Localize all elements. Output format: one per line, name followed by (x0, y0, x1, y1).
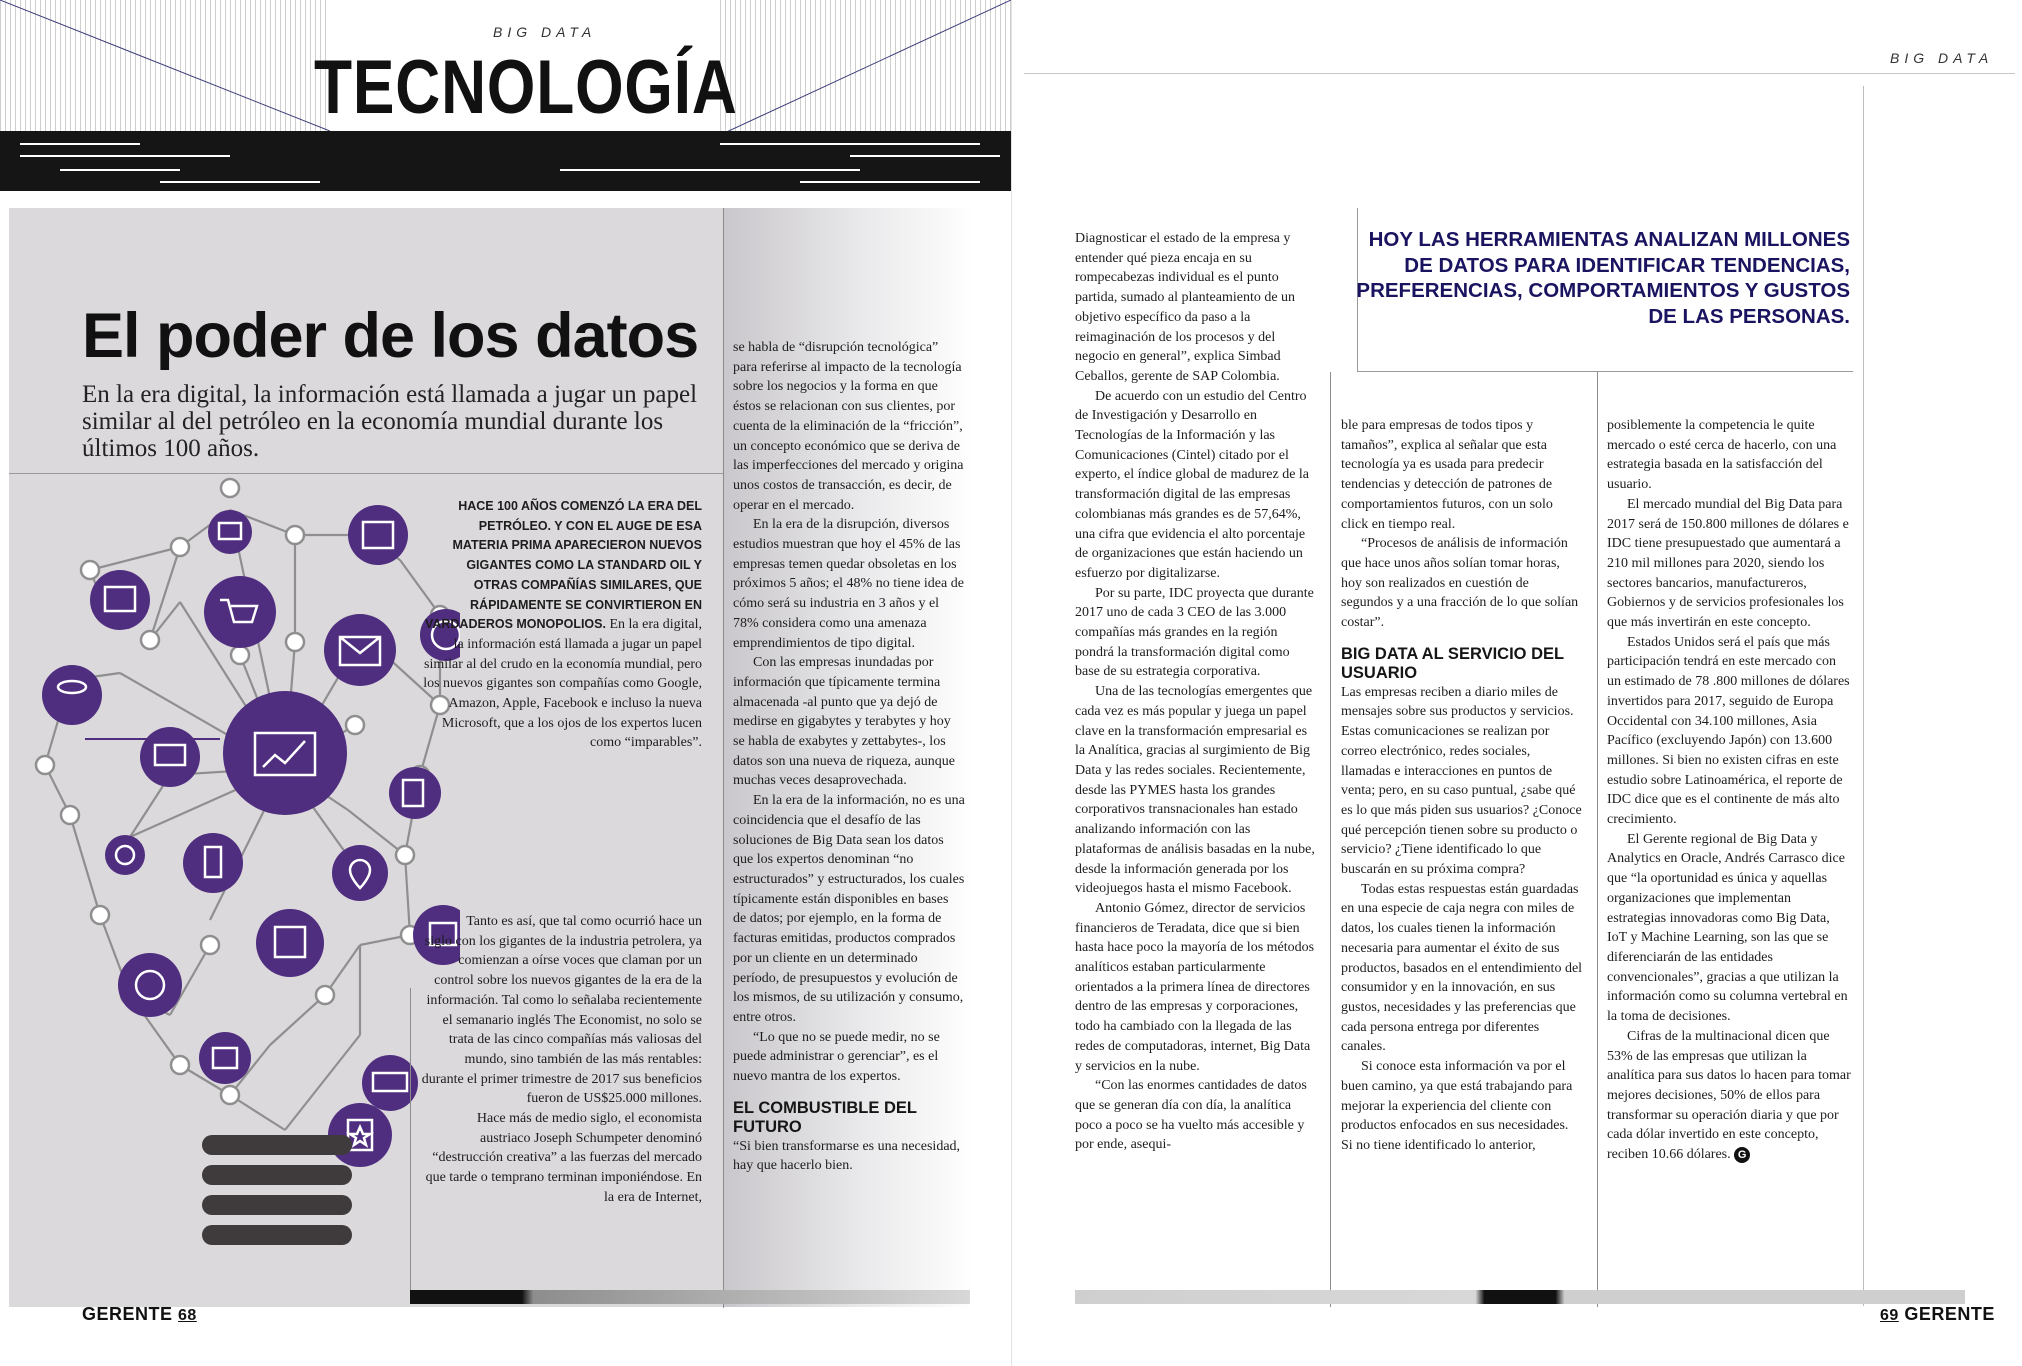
top-rule (1024, 73, 2015, 74)
paragraph: Una de las tecnologías emergentes que cada vez es más popular y juega un papel clave en la transformación empresarial es la Analítica, gracias al surgimiento de Big Data y las redes sociales. Recientemente, desde las PYMES hasta los grandes corporativos transnacionales han estado analizando información con las plataformas de análisis basadas en la nube, desde la información generada por los videojuegos hasta el mismo Facebook. (1075, 684, 1315, 897)
folio (82, 1304, 197, 1325)
page-number: 69 (1880, 1307, 1899, 1324)
paragraph: Con las empresas inundadas por información que típicamente termina almacenada -al punto que ya dejó de medirse en gigabytes y terabytes y hoy se habla de exabytes y zettabytes-, los datos son una nueva de riqueza, aunque muchas veces desaprovechada. (733, 655, 955, 789)
magazine-name: GERENTE (82, 1304, 173, 1324)
paragraph-text: Cifras de la multinacional dicen que 53% de las empresas que utilizan la analítica para sus datos lo hacen para tomar mejores decisiones, 50% de ellos para transformar su operación diaria y que por cada dólar invertido en este concepto, reciben 10.66 dólares. (1607, 1028, 1851, 1163)
paragraph: “Lo que no se puede medir, no se puede administrar o gerenciar”, es el nuevo mantra de los expertos. (733, 1029, 940, 1085)
deck-rule (9, 473, 723, 474)
paragraph: “Si bien transformarse es una necesidad, hay que hacerlo bien. (733, 1138, 961, 1174)
paragraph: “Procesos de análisis de información que hace unos años solían tomar horas, hoy son realizados en cuestión de segundos y a una fracción de lo que solían costar”. (1341, 536, 1579, 631)
footer-bar (410, 1290, 970, 1304)
folio (1880, 1304, 1995, 1325)
paragraph: ble para empresas de todos tipos y tamaños”, explica al señalar que esta tecnología ya es usada para predecir tendencias y detección de patrones de comportamientos futuros, con un solo click en tiempo real. (1341, 418, 1553, 532)
column-rule (1597, 372, 1598, 1307)
paragraph: Todas estas respuestas están guardadas en una especie de caja negra con miles de datos, los cuales tienen la información necesaria para aumentar el éxito de sus productos, basados en el entendimiento del consumidor y en la innovación, en sus gustos, necesidades y las preferencias que cada persona entrega por diferentes canales. (1341, 881, 1583, 1055)
pullquote-rule (1357, 371, 1853, 372)
paragraph: Diagnosticar el estado de la empresa y entender qué pieza encaja en su rompecabezas individual es el punto partida, sumado al planteamiento de un objetivo específico da paso a la reimaginación de los procesos y del negocio en general”, explica Simbad Ceballos, gerente de SAP Colombia. (1075, 231, 1296, 384)
right-column-3 (1607, 416, 1853, 1165)
column-rule (1330, 372, 1331, 1307)
column-rule (410, 988, 411, 1301)
lead-paragraph-rest: En la era digital, la información está llamada a jugar un papel similar al del crudo en la economía mundial, pero los nuevos gigantes son compañías como Google, Amazon, Apple, Facebook e incluso la nueva Microsoft, que a los ojos de los expertos lucen como “imparables”. (423, 617, 702, 751)
left-column-1-continued (420, 912, 702, 1208)
left-column-2 (733, 338, 965, 1176)
article-headline: El poder de los datos (82, 301, 699, 371)
subhead-usuario: BIG DATA AL SERVICIO DEL USUARIO (1341, 644, 1564, 682)
column-rule (723, 208, 724, 1308)
page-number: 68 (178, 1307, 197, 1324)
paragraph: El Gerente regional de Big Data y Analytics en Oracle, Andrés Carrasco dice que “la oportunidad es única y aquellas organizaciones que implementan estrategias innovadoras como Big Data, IoT y Machine Learning, son las que se diferenciarán de las entidades convencionales”, gracias a que utilizan la información como su columna vertebral en la toma de decisiones. (1607, 831, 1848, 1025)
magazine-name: GERENTE (1904, 1304, 1995, 1324)
kicker: BIG DATA (493, 24, 597, 40)
header-bar (0, 131, 1011, 191)
subhead-combustible: EL COMBUSTIBLE DEL FUTURO (733, 1098, 917, 1136)
pullquote: HOY LAS HERRAMIENTAS ANALIZAN MILLONES DE DATOS PARA IDENTIFICAR TENDENCIAS, PREFERENCIAS, COMPORTAMIENTOS Y GUSTOS DE LAS PERSONAS. (1356, 228, 1850, 328)
article-deck: En la era digital, la información está llamada a jugar un papel similar al del petróleo en la economía mundial durante los últimos 100 años. (82, 381, 698, 462)
section-title: TECNOLOGÍA (314, 45, 738, 130)
network-illustration (30, 475, 460, 1255)
left-column-1 (420, 497, 702, 753)
paragraph: posiblemente la competencia le quite mercado o esté cerca de hacerlo, con una estrategia basada en la satisfacción del usuario. (1607, 418, 1837, 493)
paragraph: Por su parte, IDC proyecta que durante 2017 uno de cada 3 CEO de las 3.000 compañías más grandes en la región pondrá la transformación digital como base de su estrategia corporativa. (1075, 585, 1314, 680)
paragraph: El mercado mundial del Big Data para 2017 será de 150.800 millones de dólares e IDC tiene presupuestado que aumentará a 210 mil millones para 2020, siendo los sectores bancarios, manufactureros, Gobiernos y de servicios profesionales los que más invertirán en este concepto. (1607, 496, 1849, 631)
paragraph: En la era de la información, no es una coincidencia que el desafío de las soluciones de Big Data sean los datos que los expertos denominan “no estructurados” y estructurados, los cuales típicamente están disponibles en bases de datos; por ejemplo, en la forma de facturas emitidas, productos comprados por un cliente en un determinado período, de presupuestos y evolución de los mismos, de su utilización y consumo, entre otros. (733, 793, 965, 1025)
paragraph: “Con las enormes cantidades de datos que se generan día con día, la analítica poco a poco se ha vuelto más accesible y por ende, asequi- (1075, 1078, 1307, 1153)
paragraph: De acuerdo con un estudio del Centro de Investigación y Desarrollo en Tecnologías de la Información y las Comunicaciones (Cintel) citado por el experto, el índice global de madurez de la transformación digital de las empresas colombianas más grandes es de 57,64%, una cifra que evidencia el alto porcentaje de organizaciones que están haciendo un esfuerzo por digitalizarse. (1075, 388, 1310, 581)
paragraph (1607, 1027, 1853, 1165)
paragraph: Las empresas reciben a diario miles de mensajes sobre sus productos y servicios. Estas comunicaciones se realizan por correo electrónico, redes sociales, llamadas e interacciones en puntos de venta; pero, en su caso puntual, ¿sabe qué es lo que más piden sus usuarios? ¿Conoce qué percepción tienen sobre su producto o servicio? ¿Tiene identificado lo que buscarán en su próxima compra? (1341, 684, 1582, 878)
paragraph: Si conoce esta información va por el buen camino, ya que está trabajando para mejorar la experiencia del cliente con productos enfocados en sus necesidades. Si no tiene identificado lo anterior, (1341, 1059, 1573, 1153)
right-column-1 (1075, 229, 1317, 1155)
lead-paragraph-caps: HACE 100 AÑOS COMENZÓ LA ERA DEL PETRÓLEO. Y CON EL AUGE DE ESA MATERIA PRIMA APARECIERON NUEVOS GIGANTES COMO LA STANDARD OIL Y OTRAS COMPAÑÍAS SIMILARES, QUE RÁPIDAMENTE SE CONVIRTIERON EN VARDADEROS MONOPOLIOS. (424, 499, 702, 632)
paragraph: Hace más de medio siglo, el economista austriaco Joseph Schumpeter denominó “destrucción creativa” a las fuerzas del mercado que tarde o temprano terminan imponiéndose. En la era de Internet, (425, 1111, 702, 1205)
footer-bar (1075, 1290, 1965, 1304)
paragraph: se habla de “disrupción tecnológica” para referirse al impacto de la tecnología sobre los negocios y la forma en que éstos se relacionan con sus clientes, por cuenta de la eliminación de la “fricción”, un concepto económico que se deriva de las imperfecciones del mercado y origina unos costos de transacción, es decir, de operar en el mercado. (733, 340, 964, 513)
paragraph: Tanto es así, que tal como ocurrió hace un siglo con los gigantes de la industria petrolera, ya comienzan a oírse voces que claman por un control sobre los nuevos gigantes de la era de la información. Tal como lo señalaba recientemente el semanario inglés The Economist, no solo se trata de las cinco compañías más valiosas del mundo, sino también de las más rentables: durante el primer trimestre de 2017 sus beneficios fueron de US$25.000 millones. (421, 914, 702, 1107)
right-column-2 (1341, 416, 1583, 1156)
paragraph: Antonio Gómez, director de servicios financieros de Teradata, dice que si bien hasta hace poco la mayoría de los métodos analíticos estaban particularmente orientados a la primera línea de directores dentro de las empresas y corporaciones, todo ha cambiado con la llegada de las redes de computadoras, internet, Big Data y servicios en la nube. (1075, 900, 1315, 1074)
bulb-base (202, 1135, 352, 1245)
paragraph: En la era de la disrupción, diversos estudios muestran que hoy el 45% de las empresas temen quedar obsoletas en los próximos 5 años; el 48% no tiene idea de cómo será su industria en 3 años y el 78% considera como una amenaza emprendimientos de tipo digital. (733, 517, 964, 651)
frame-rule (1863, 86, 1864, 1306)
paragraph: Estados Unidos será el país que más participación tendrá en este mercado con un estimado de 78 .800 millones de dólares invertidos para 2017, seguido de Europa Occidental con 34.100 millones, Asia Pacífico (excluyendo Japón) con 13.600 millones. Si bien no existen cifras en este estudio sobre Latinoamérica, el reporte de IDC dice que es el continente de más alto crecimiento. (1607, 634, 1850, 828)
kicker: BIG DATA (1890, 50, 1994, 66)
end-mark-icon: G (1734, 1147, 1750, 1163)
accent-rule (85, 738, 220, 740)
